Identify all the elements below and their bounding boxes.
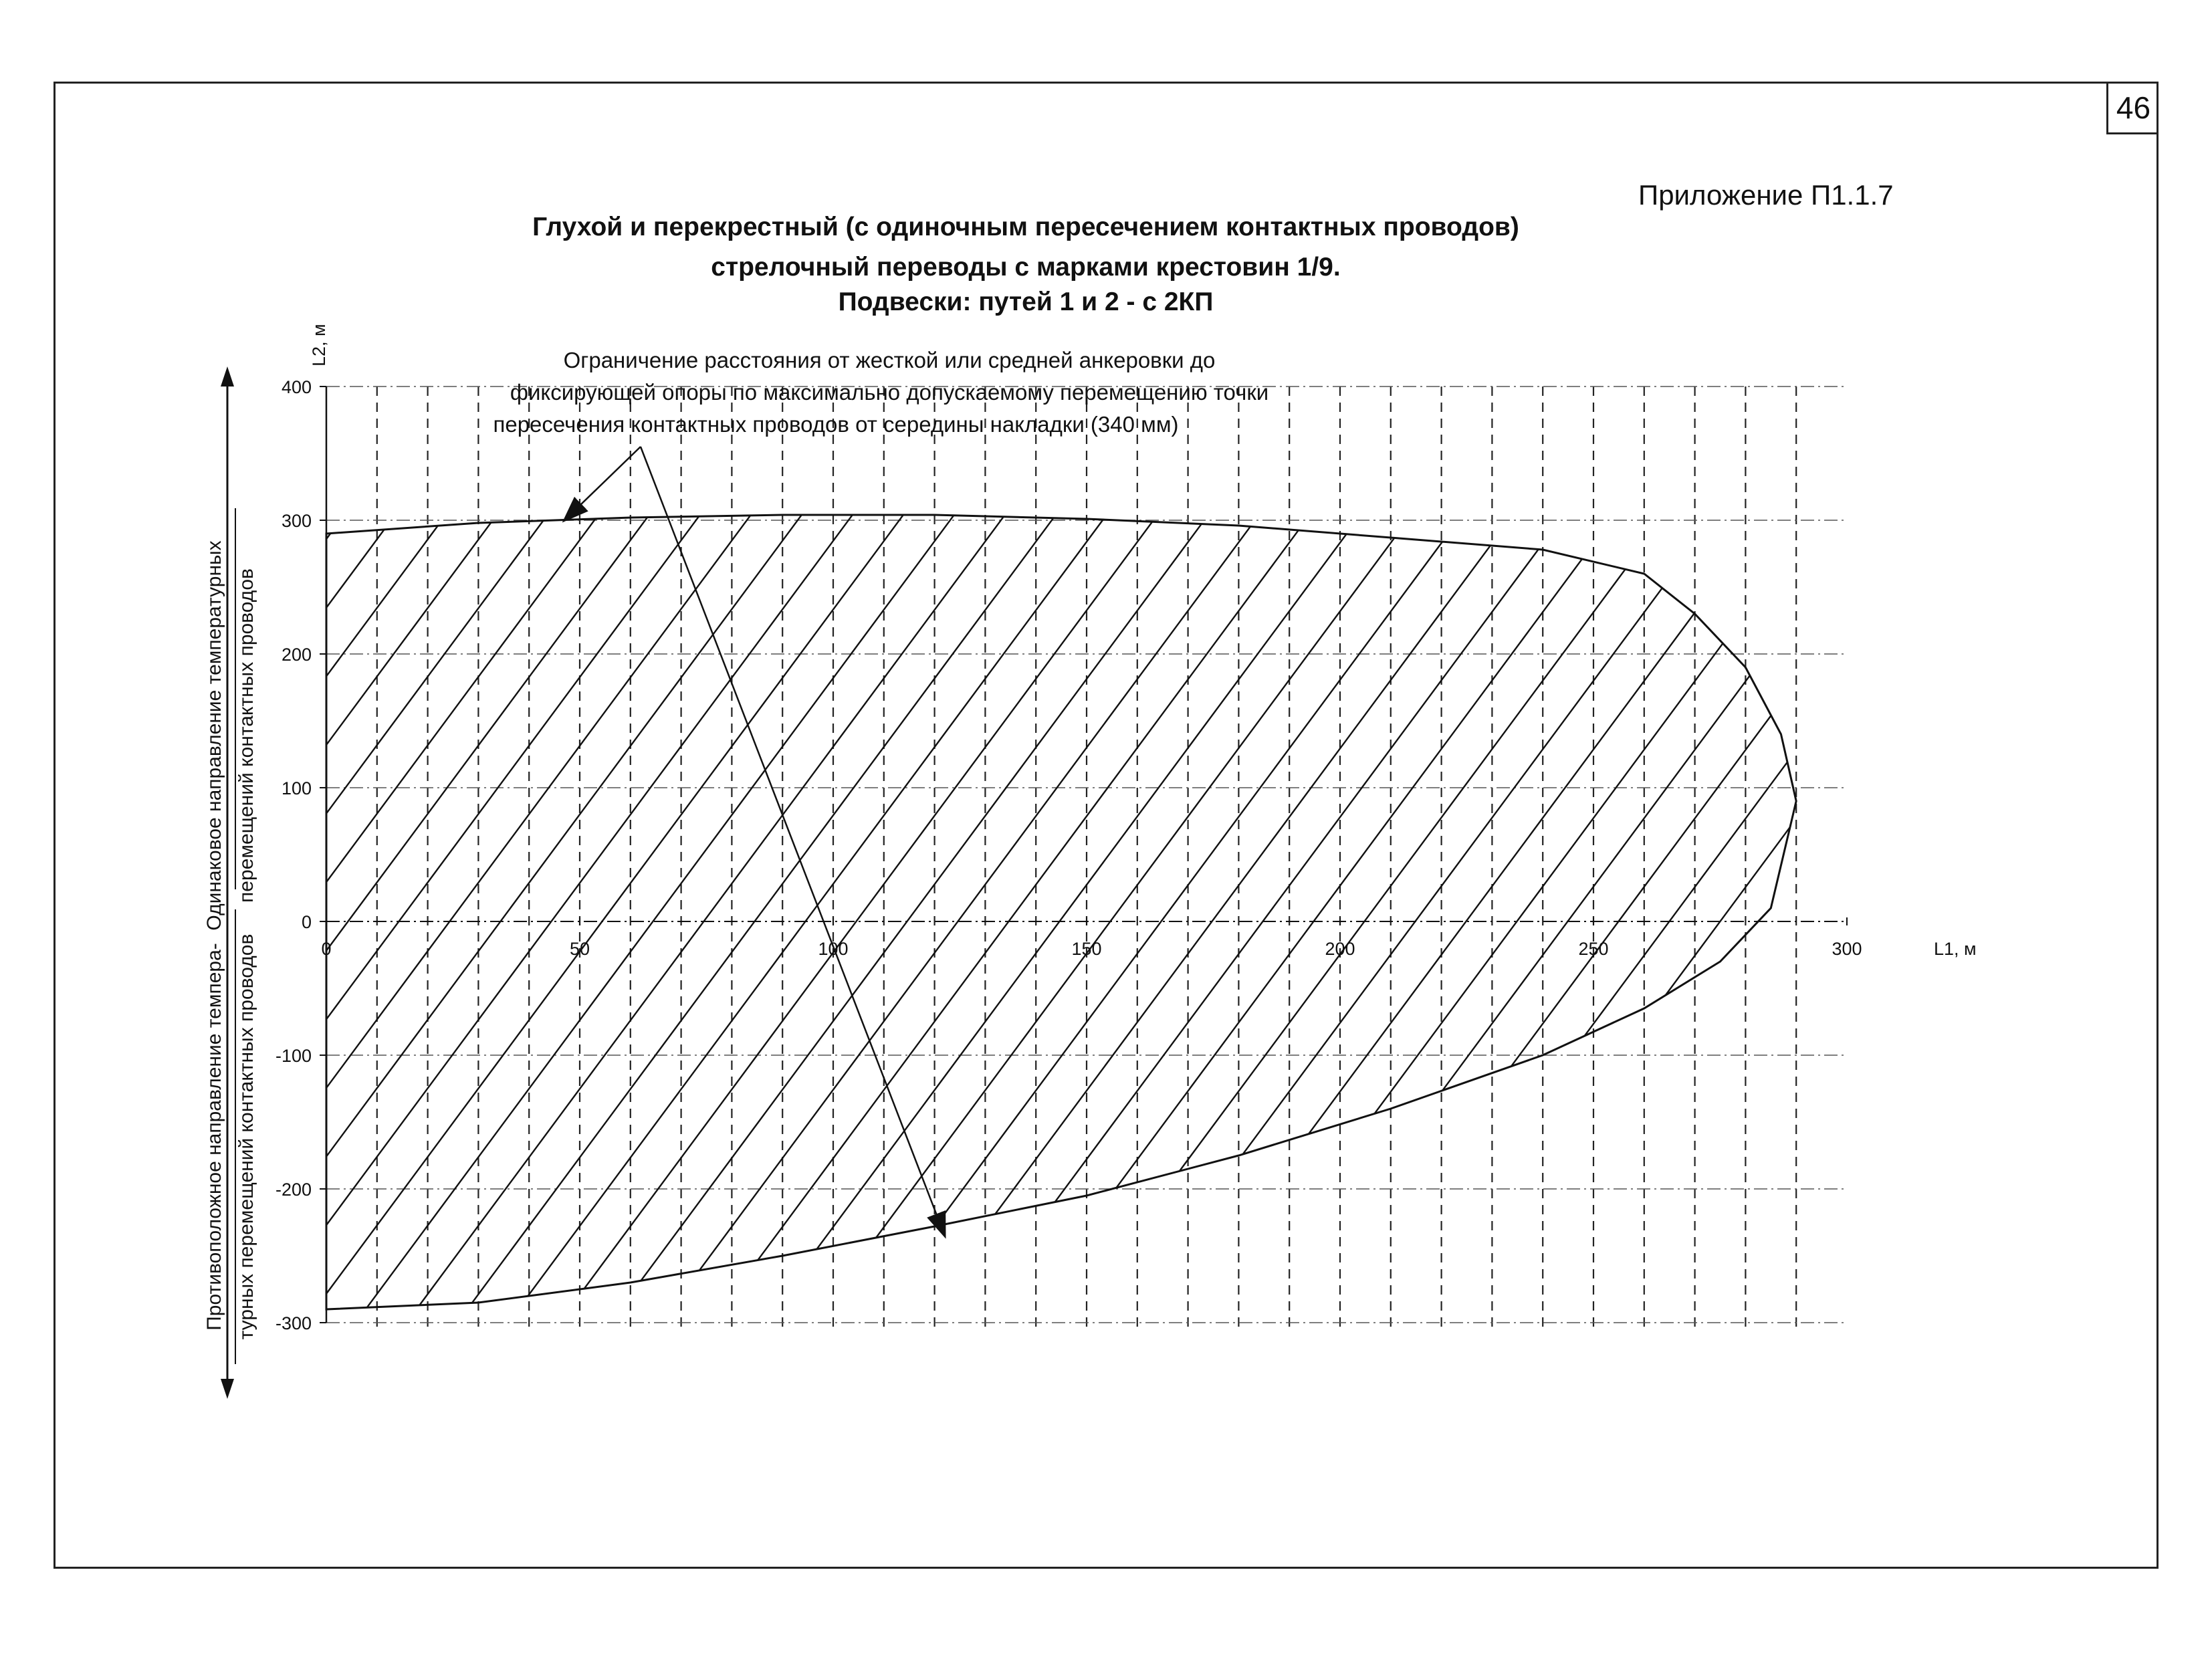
side-arrow-down-icon (221, 1379, 234, 1399)
hatch-line (559, 386, 1252, 1323)
side-label-lower-2: турных перемещений контактных проводов (235, 933, 257, 1340)
hatch-line (1982, 386, 2212, 1323)
hatch-line (0, 386, 236, 1323)
hatch-line (1220, 386, 1913, 1323)
hatch-line (1728, 386, 2212, 1323)
hatch-line (1779, 386, 2212, 1323)
chart-title-line-3: Подвески: путей 1 и 2 - с 2КП (838, 288, 1214, 316)
y-axis-label: L2, м (309, 324, 329, 366)
hatch-line (0, 386, 134, 1323)
hatch-line (0, 386, 643, 1323)
hatch-line (966, 386, 1659, 1323)
grid-lines (326, 386, 1847, 1329)
y-tick-label: -300 (275, 1313, 312, 1333)
hatch-line (51, 386, 744, 1323)
x-axis-label: L1, м (1934, 939, 1977, 959)
hatch-line (254, 386, 948, 1323)
side-label-lower-1: Противоположное направление темпера- (203, 943, 225, 1331)
region-boundary (326, 515, 1796, 1309)
hatch-line (610, 386, 1303, 1323)
annotation-line-1: Ограничение расстояния от жесткой или средней анкеровки до (563, 348, 1216, 372)
hatch-line (1626, 386, 2212, 1323)
annotation (493, 348, 1268, 1236)
hatch-line (1474, 386, 2167, 1323)
hatch-line (864, 386, 1557, 1323)
hatch-line (1525, 386, 2212, 1323)
hatch-line (1880, 386, 2212, 1323)
side-label-upper-1: Одинаковое направление температурных (203, 540, 225, 931)
chart-title-line-1: Глухой и перекрестный (с одиночным пересечением контактных проводов) (532, 213, 1519, 241)
hatch-line (0, 386, 389, 1323)
hatch-line (1169, 386, 1862, 1323)
page-number: 46 (2106, 84, 2159, 134)
x-tick-label: 50 (569, 939, 590, 959)
hatched-region (0, 386, 2212, 1323)
y-tick-label: -100 (275, 1046, 312, 1066)
hatch-line (407, 386, 1100, 1323)
hatch-line (1016, 386, 1710, 1323)
hatch-line (1931, 386, 2212, 1323)
hatch-line (508, 386, 1202, 1323)
hatch-line (1067, 386, 1761, 1323)
hatch-line (711, 386, 1405, 1323)
hatch-line (1372, 386, 2066, 1323)
hatch-line (813, 386, 1507, 1323)
y-tick-label: 200 (281, 645, 312, 665)
annotation-line-2: фиксирующей опоры по максимально допускаемому перемещению точки (510, 380, 1269, 405)
side-labels (203, 366, 257, 1399)
y-tick-label: -200 (275, 1180, 312, 1200)
hatch-line (0, 386, 84, 1323)
hatch-line (1270, 386, 1964, 1323)
hatch-line (457, 386, 1151, 1323)
appendix-label: Приложение П1.1.7 (1638, 179, 1894, 211)
x-tick-label: 100 (818, 939, 849, 959)
hatch-line (1677, 386, 2212, 1323)
hatch-line (1575, 386, 2212, 1323)
annotation-arrow-upper (564, 447, 641, 520)
y-tick-label: 100 (281, 778, 312, 798)
x-tick-label: 250 (1578, 939, 1609, 959)
hatch-line (1830, 386, 2212, 1323)
hatch-line (762, 386, 1456, 1323)
hatch-line (0, 386, 693, 1323)
hatch-line (1118, 386, 1811, 1323)
x-tick-label: 0 (321, 939, 332, 959)
hatch-line (1321, 386, 2015, 1323)
hatch-line (356, 386, 1049, 1323)
x-tick-label: 200 (1325, 939, 1355, 959)
chart-title-line-2: стрелочный переводы с марками крестовин 1/9. (711, 253, 1341, 282)
x-tick-label: 300 (1832, 939, 1862, 959)
x-tick-label: 150 (1071, 939, 1102, 959)
side-label-upper-2: перемещений контактных проводов (235, 568, 257, 903)
hatch-line (1423, 386, 2116, 1323)
y-tick-label: 0 (301, 912, 312, 932)
hatch-line (0, 386, 185, 1323)
annotation-arrow-lower (641, 447, 945, 1236)
hatch-line (2033, 386, 2212, 1323)
y-tick-label: 300 (281, 511, 312, 531)
y-tick-label: 400 (281, 377, 312, 397)
side-arrow-up-icon (221, 366, 234, 386)
annotation-line-3: пересечения контактных проводов от середины накладки (340 мм) (493, 412, 1179, 437)
